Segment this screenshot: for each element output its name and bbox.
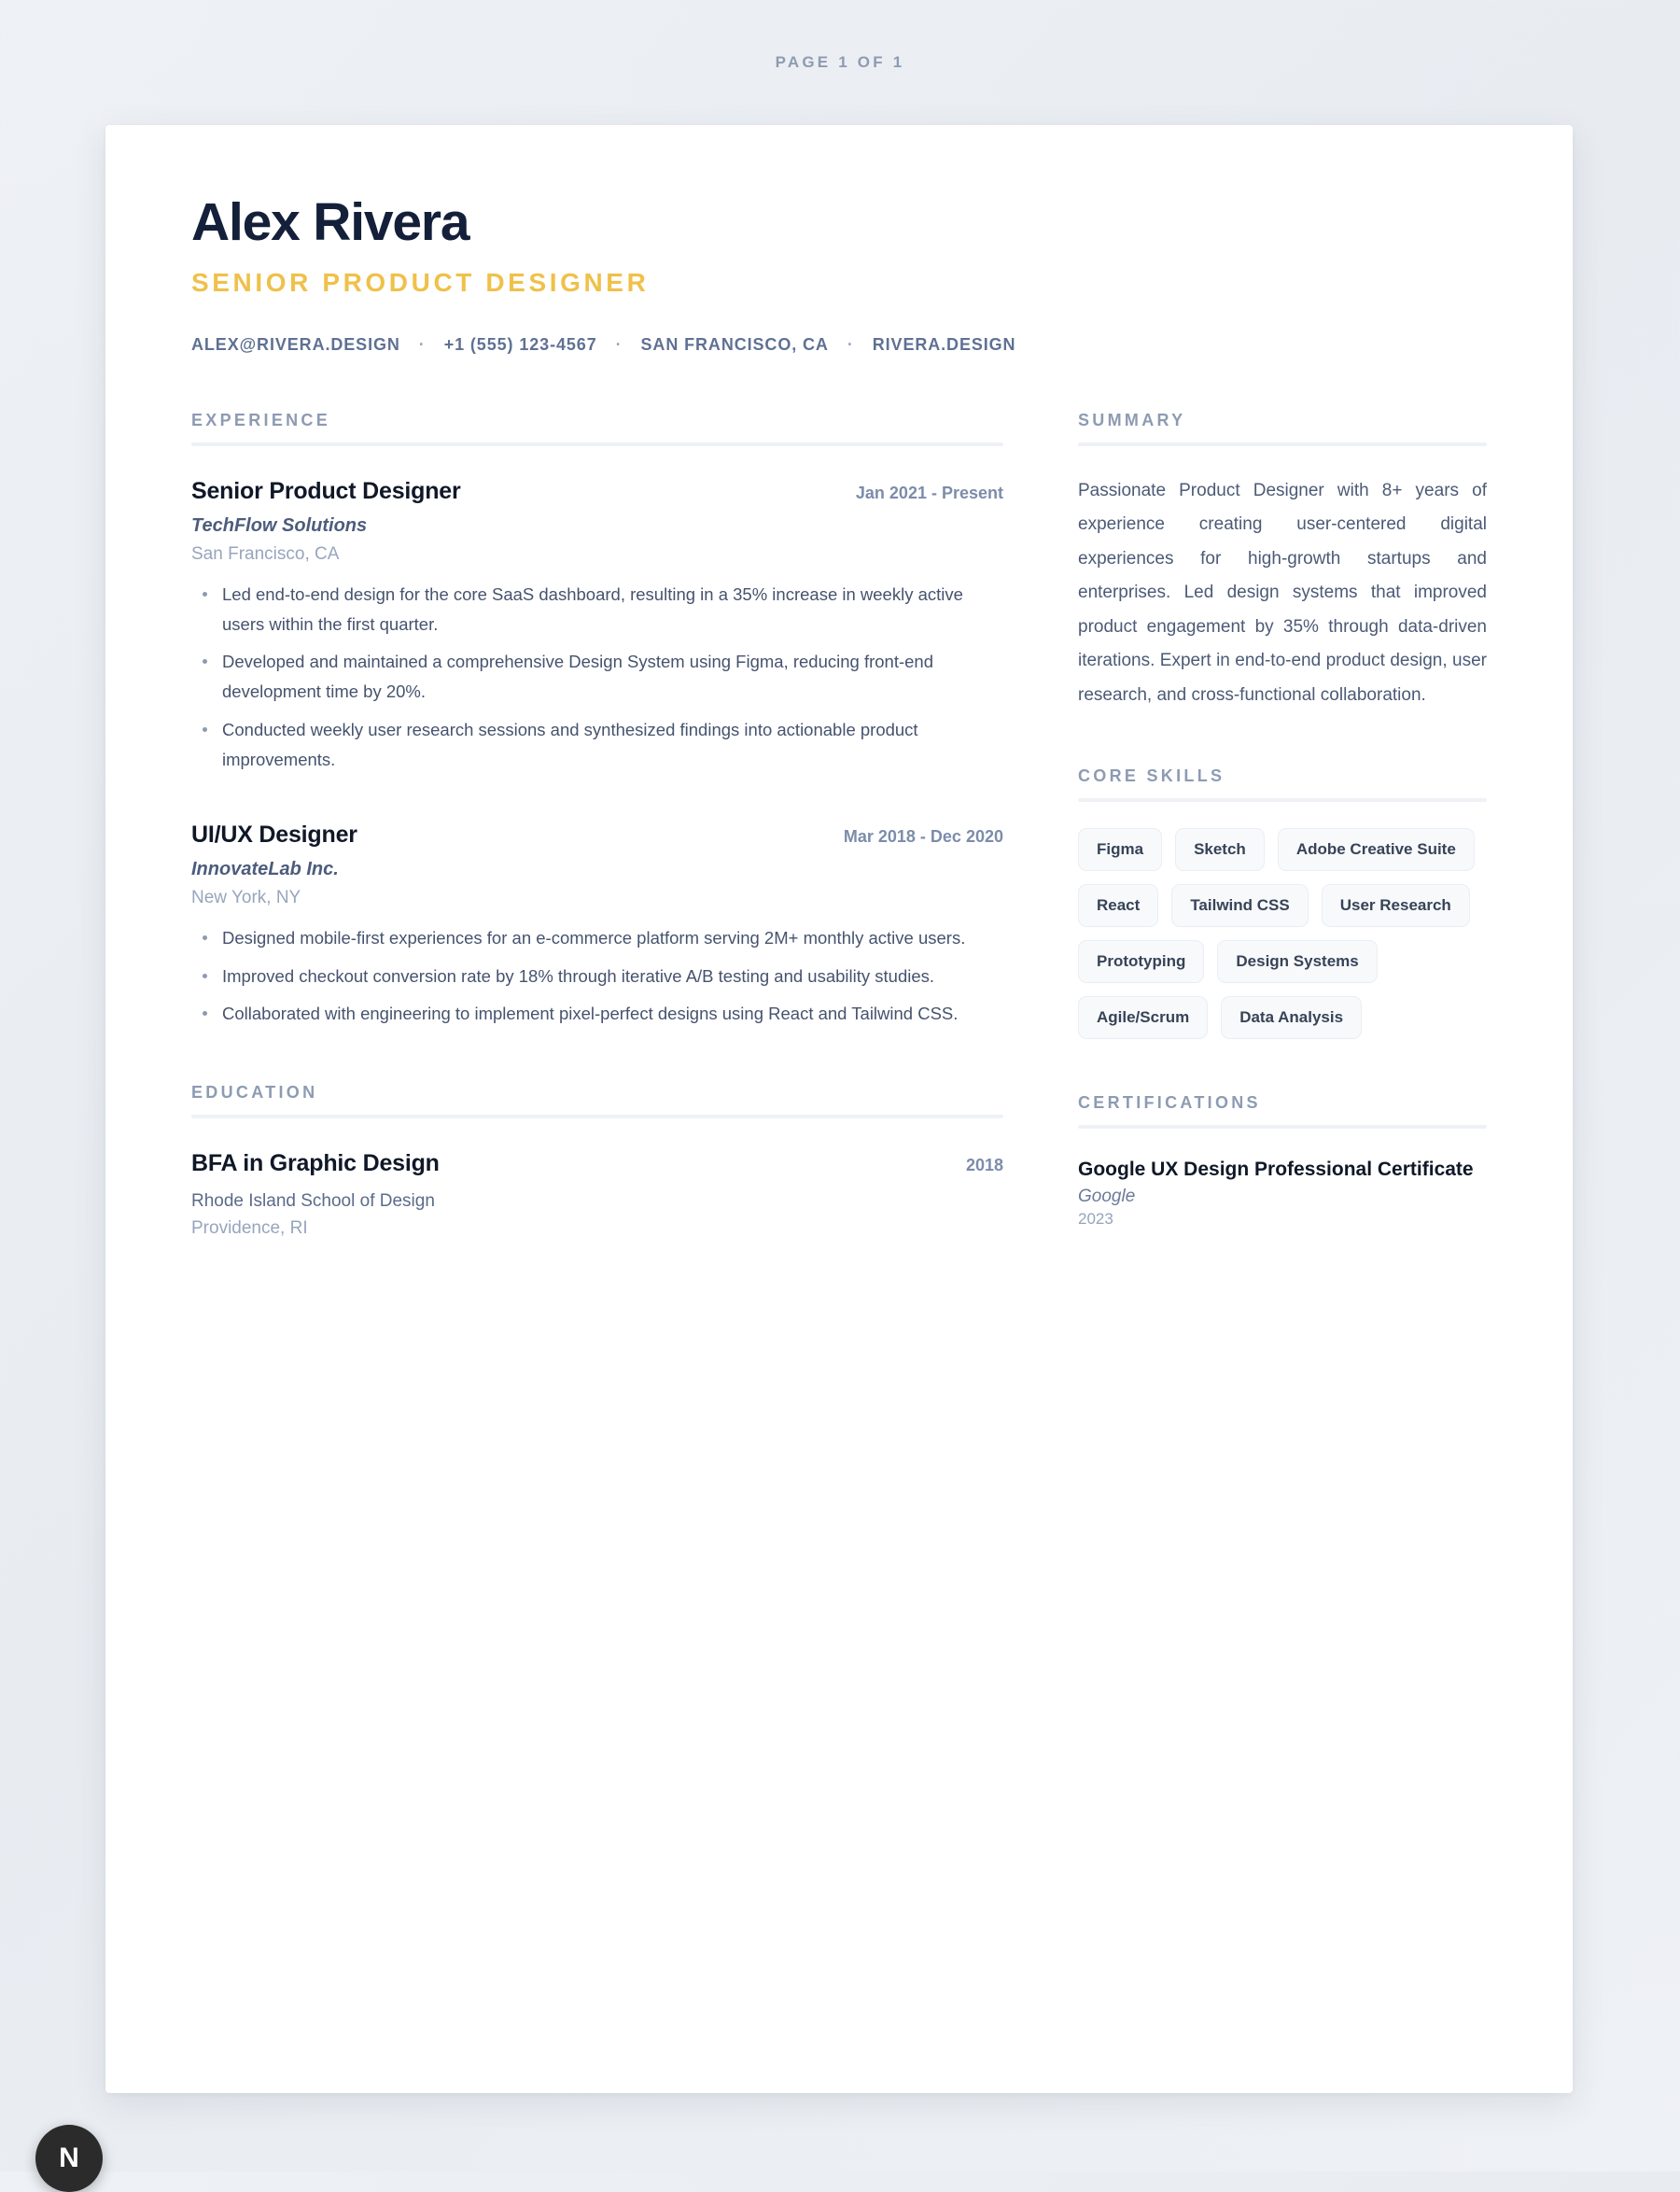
education-entry-header bbox=[191, 1150, 1003, 1177]
skill-tag-list bbox=[1078, 828, 1487, 1039]
experience-bullet: Designed mobile-first experiences for an e-commerce platform serving 2M+ monthly active users. bbox=[191, 923, 1003, 953]
contact-location: SAN FRANCISCO, CA bbox=[640, 334, 829, 354]
left-column bbox=[191, 411, 1003, 1242]
skill-tag[interactable]: Design Systems bbox=[1217, 940, 1377, 983]
summary-text: Passionate Product Designer with 8+ years of experience creating user-centered digital experiences for high-growth startups and enterprises. Led design systems that improved product engagement by 35% through data-driven iterations. Expert in end-to-end product design, user research, and cross-functional collaboration. bbox=[1078, 480, 1487, 705]
experience-date-range: Mar 2018 - Dec 2020 bbox=[843, 826, 1003, 846]
experience-entry-header bbox=[191, 822, 1003, 849]
contact-line bbox=[191, 335, 1487, 355]
section-education bbox=[191, 1083, 1003, 1242]
experience-entry-header bbox=[191, 478, 1003, 505]
candidate-name: Alex Rivera bbox=[191, 192, 469, 252]
section-core-skills bbox=[1078, 766, 1487, 1039]
contact-email[interactable]: ALEX@RIVERA.DESIGN bbox=[191, 334, 400, 354]
contact-separator-icon: · bbox=[847, 334, 854, 354]
certification-entry bbox=[1078, 1157, 1487, 1229]
experience-company: InnovateLab Inc. bbox=[191, 858, 339, 879]
skill-tag[interactable]: Sketch bbox=[1175, 828, 1265, 871]
experience-bullet-list bbox=[191, 923, 1003, 1029]
candidate-role: SENIOR PRODUCT DESIGNER bbox=[191, 267, 650, 297]
resume-body bbox=[191, 411, 1487, 1242]
section-divider bbox=[1078, 1125, 1487, 1129]
section-title-education: EDUCATION bbox=[191, 1083, 318, 1103]
right-column bbox=[1078, 411, 1487, 1229]
education-year: 2018 bbox=[965, 1156, 1003, 1175]
experience-job-title: Senior Product Designer bbox=[191, 477, 461, 504]
section-title-summary: SUMMARY bbox=[1078, 410, 1186, 429]
experience-bullet: Collaborated with engineering to implement pixel-perfect designs using React and Tailwind CSS. bbox=[191, 999, 1003, 1029]
education-degree: BFA in Graphic Design bbox=[191, 1150, 440, 1177]
skill-tag[interactable]: Prototyping bbox=[1078, 940, 1204, 983]
experience-entry bbox=[191, 478, 1003, 775]
contact-separator-icon: · bbox=[615, 334, 623, 354]
certification-year: 2023 bbox=[1078, 1210, 1113, 1229]
section-title-core-skills: CORE SKILLS bbox=[1078, 766, 1225, 786]
skill-tag[interactable]: Data Analysis bbox=[1221, 996, 1362, 1039]
contact-separator-icon: · bbox=[418, 334, 426, 354]
experience-location: New York, NY bbox=[191, 887, 301, 907]
experience-bullet: Improved checkout conversion rate by 18% through iterative A/B testing and usability studies. bbox=[191, 962, 1003, 991]
experience-bullet-list bbox=[191, 580, 1003, 775]
experience-location: San Francisco, CA bbox=[191, 543, 340, 564]
section-divider bbox=[1078, 798, 1487, 802]
experience-entry bbox=[191, 822, 1003, 1029]
contact-website[interactable]: RIVERA.DESIGN bbox=[872, 334, 1016, 354]
nextjs-dev-indicator-icon[interactable]: N bbox=[35, 2125, 103, 2192]
skill-tag[interactable]: Agile/Scrum bbox=[1078, 996, 1208, 1039]
page-indicator: PAGE 1 OF 1 bbox=[775, 53, 905, 71]
section-title-certifications: CERTIFICATIONS bbox=[1078, 1093, 1261, 1113]
experience-bullet: Led end-to-end design for the core SaaS dashboard, resulting in a 35% increase in weekly active users within the first quarter. bbox=[191, 580, 1003, 639]
education-entry bbox=[191, 1150, 1003, 1242]
contact-phone[interactable]: +1 (555) 123-4567 bbox=[443, 334, 597, 354]
section-certifications bbox=[1078, 1093, 1487, 1229]
section-divider bbox=[191, 1115, 1003, 1118]
skill-tag[interactable]: Tailwind CSS bbox=[1171, 884, 1308, 927]
certification-name: Google UX Design Professional Certificate bbox=[1078, 1159, 1474, 1181]
section-experience bbox=[191, 411, 1003, 1029]
skill-tag[interactable]: User Research bbox=[1322, 884, 1470, 927]
experience-job-title: UI/UX Designer bbox=[191, 821, 357, 848]
resume-page bbox=[105, 125, 1573, 2093]
skill-tag[interactable]: Adobe Creative Suite bbox=[1278, 828, 1475, 871]
section-divider bbox=[1078, 443, 1487, 446]
education-school: Rhode Island School of Design bbox=[191, 1191, 435, 1212]
resume-header bbox=[191, 192, 1487, 355]
experience-bullet: Developed and maintained a comprehensive Design System using Figma, reducing front-end development time by 20%. bbox=[191, 647, 1003, 707]
section-summary bbox=[1078, 411, 1487, 712]
skill-tag[interactable]: React bbox=[1078, 884, 1158, 927]
experience-bullet: Conducted weekly user research sessions and synthesized findings into actionable product improvements. bbox=[191, 715, 1003, 775]
education-location: Providence, RI bbox=[191, 1217, 308, 1238]
section-title-experience: EXPERIENCE bbox=[191, 410, 331, 429]
experience-date-range: Jan 2021 - Present bbox=[855, 483, 1003, 502]
experience-company: TechFlow Solutions bbox=[191, 514, 368, 536]
page-meta-bar bbox=[0, 0, 1680, 125]
skill-tag[interactable]: Figma bbox=[1078, 828, 1162, 871]
section-divider bbox=[191, 443, 1003, 446]
certification-issuer: Google bbox=[1078, 1187, 1136, 1207]
